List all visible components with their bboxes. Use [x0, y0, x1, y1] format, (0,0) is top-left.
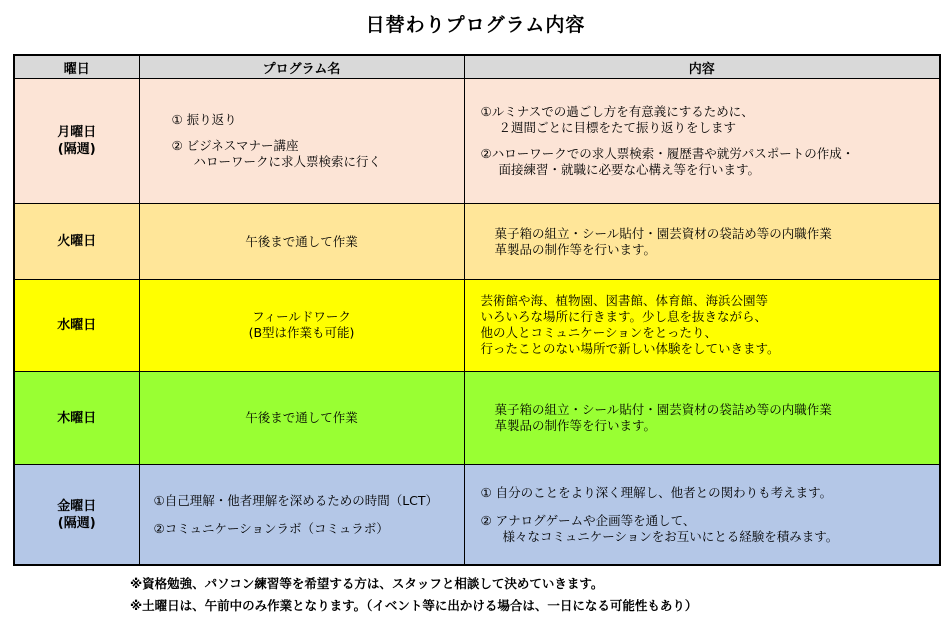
page-title: 日替わりプログラム内容 [365, 14, 586, 36]
day-cell [14, 79, 139, 204]
program-line: 午後まで通して作業 [245, 410, 358, 426]
program-line: ②コミュニケーションラボ（コミュラボ） [153, 520, 389, 536]
schedule-table [13, 54, 941, 566]
content-line: 行ったことのない場所で新しい体験をしていきます。 [480, 341, 780, 357]
content-line: 革製品の制作等を行います。 [494, 418, 657, 434]
day-label: 金曜日 [57, 498, 97, 514]
footnotes [130, 573, 697, 617]
program-cell [139, 465, 464, 565]
content-cell [464, 279, 940, 371]
content-line: 芸術館や海、植物園、図書館、体育館、海浜公園等 [480, 293, 769, 309]
table-row-tuesday [14, 204, 940, 279]
day-cell [14, 371, 139, 464]
day-cell [14, 465, 139, 565]
content-line: ②ハローワークでの求人票検索・履歴書や就労パスポートの作成・ [480, 146, 855, 162]
content-cell [464, 204, 940, 279]
table-row-friday [14, 465, 940, 565]
content-line: 革製品の制作等を行います。 [494, 241, 657, 257]
day-sub-label: (隔週) [57, 142, 96, 158]
program-line: ハローワークに求人票検索に行く [193, 154, 382, 170]
content-line: ①ルミナスでの過ごし方を有意義にするために、 [480, 104, 754, 120]
content-line: 菓子箱の組立・シール貼付・園芸資材の袋詰め等の内職作業 [494, 402, 832, 418]
content-line: ２週間ごとに目標をたて振り返りをします [498, 120, 737, 136]
program-line: ② ビジネスマナー講座 [171, 138, 299, 154]
program-cell [139, 204, 464, 279]
content-cell [464, 371, 940, 464]
program-cell [139, 79, 464, 204]
program-cell [139, 279, 464, 371]
table-row-thursday [14, 371, 940, 464]
program-line: フィールドワーク [252, 309, 351, 325]
content-line: 他の人とコミュニケーションをとったり、 [480, 325, 718, 341]
content-line: 菓子箱の組立・シール貼付・園芸資材の袋詰め等の内職作業 [494, 225, 832, 241]
header-content: 内容 [464, 55, 940, 79]
day-label: 火曜日 [57, 234, 97, 250]
footnote: ※土曜日は、午前中のみ作業となります。（イベント等に出かける場合は、一日になる可能性もあり） [130, 598, 698, 613]
table-row-monday [14, 79, 940, 204]
program-line: 午後まで通して作業 [245, 233, 358, 249]
program-cell [139, 371, 464, 464]
program-line: ① 振り返り [171, 112, 237, 128]
program-line: ①自己理解・他者理解を深めるための時間（LCT） [153, 492, 439, 508]
content-line: 様々なコミュニケーションをお互いにとる経験を積みます。 [502, 528, 839, 544]
content-cell [464, 79, 940, 204]
content-cell [464, 465, 940, 565]
content-line: ① 自分のことをより深く理解し、他者との関わりも考えます。 [480, 484, 833, 500]
table-row-wednesday [14, 279, 940, 371]
day-cell [14, 279, 139, 371]
day-sub-label: (隔週) [57, 515, 96, 531]
day-label: 木曜日 [57, 410, 97, 426]
program-line: (B型は作業も可能) [248, 325, 355, 341]
day-cell [14, 204, 139, 279]
header-program: プログラム名 [139, 55, 464, 79]
content-line: いろいろな場所に行きます。少し息を抜きながら、 [480, 309, 768, 325]
header-row [14, 55, 940, 79]
footnote: ※資格勉強、パソコン練習等を希望する方は、スタッフと相談して決めていきます。 [130, 576, 604, 591]
header-day: 曜日 [14, 55, 139, 79]
content-line: ② アナログゲームや企画等を通して、 [480, 512, 696, 528]
content-line: 面接練習・就職に必要な心構え等を行います。 [498, 162, 761, 178]
day-label: 水曜日 [57, 317, 97, 333]
day-label: 月曜日 [57, 125, 97, 141]
